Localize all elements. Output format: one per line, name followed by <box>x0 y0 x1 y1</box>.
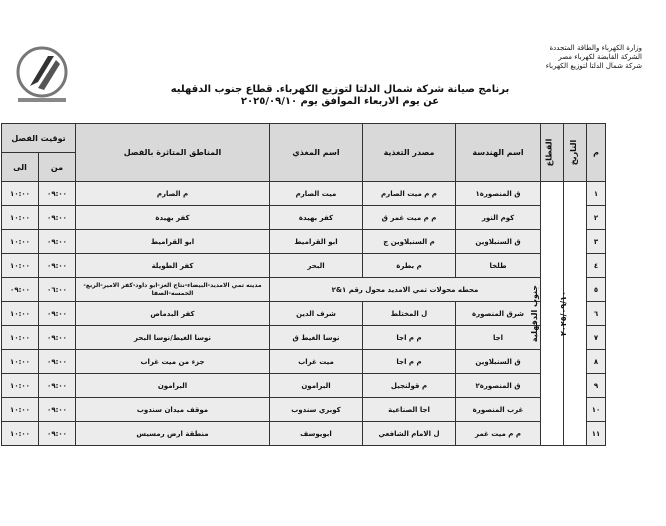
row-engineering: شرق المنصورة <box>456 302 541 326</box>
row-areas: مدينه تمي الامديد-البيضاء-نتاج الغز-ابو داود-كفر الامير-الربع-الخمسه-الصفا <box>76 278 270 302</box>
row-engineering: اجا <box>456 326 541 350</box>
row-areas: كفر البدماص <box>76 302 270 326</box>
row-areas: جزء من ميت غراب <box>76 350 270 374</box>
row-to: ١٠:٠٠ <box>2 230 39 254</box>
row-num: ٧ <box>587 326 606 350</box>
row-feeder: ابو القراميط <box>270 230 363 254</box>
row-engineering: غرب المنصورة <box>456 398 541 422</box>
col-areas-header: المناطق المتاثرة بالفصل <box>76 124 270 182</box>
row-source: ل المختلط <box>363 302 456 326</box>
table-row <box>2 398 606 422</box>
page-subtitle: عن يوم الاربعاء الموافق يوم ٢٠٢٥/٠٩/١٠ <box>240 96 440 107</box>
row-num: ٣ <box>587 230 606 254</box>
maintenance-table <box>1 123 606 446</box>
row-source: م م ميت الصارم <box>363 182 456 206</box>
ministry-line-1: وزارة الكهرباء والطاقة المتجددة <box>549 44 642 52</box>
merged-date: ٢٠٢٥/٠٩/١٠ <box>564 182 587 446</box>
row-from: ٠٩:٠٠ <box>39 254 76 278</box>
col-source-header: مصدر التغذية <box>363 124 456 182</box>
row-to: ٠٩:٠٠ <box>2 278 39 302</box>
row-areas: م الصارم <box>76 182 270 206</box>
table-row <box>2 302 606 326</box>
row-feeder: نوسا الغيط ق <box>270 326 363 350</box>
row-num: ٨ <box>587 350 606 374</box>
row-areas: كفر الطويلة <box>76 254 270 278</box>
table-row <box>2 230 606 254</box>
col-feeder-header: اسم المغذي <box>270 124 363 182</box>
col-to-header: الى <box>2 153 39 182</box>
table-row <box>2 374 606 398</box>
row-num: ١٠ <box>587 398 606 422</box>
row-feeder: شرف الدين <box>270 302 363 326</box>
row-from: ٠٩:٠٠ <box>39 230 76 254</box>
ministry-line-3: شركة شمال الدلتا لتوزيع الكهرباء <box>545 62 642 70</box>
col-timing-header: توقيت الفصل <box>2 124 76 153</box>
col-engineering-header: اسم الهندسة <box>456 124 541 182</box>
row-feeder: ابويوسف <box>270 422 363 446</box>
row-source: م م اجا <box>363 326 456 350</box>
row-from: ٠٩:٠٠ <box>39 326 76 350</box>
row-feeder: البرامون <box>270 374 363 398</box>
row-num: ٢ <box>587 206 606 230</box>
row-num: ٤ <box>587 254 606 278</box>
row-source: اجا الصناعية <box>363 398 456 422</box>
row-feeder: البحر <box>270 254 363 278</box>
merged-sector: جنوب الدقهلية <box>541 182 564 446</box>
row-source: م م ميت غمر ق <box>363 206 456 230</box>
company-logo-icon <box>8 42 76 108</box>
row-to: ١٠:٠٠ <box>2 182 39 206</box>
row-to: ١٠:٠٠ <box>2 398 39 422</box>
row-feeder: كفر بهيدة <box>270 206 363 230</box>
row-engineering: ق المنصورة٢ <box>456 374 541 398</box>
row-num: ١١ <box>587 422 606 446</box>
row-source: م قولنجيل <box>363 374 456 398</box>
row-source: م السنبلاوين ج <box>363 230 456 254</box>
row-source: ل الامام الشافعي <box>363 422 456 446</box>
row-from: ٠٦:٠٠ <box>39 278 76 302</box>
row-num: ٥ <box>587 278 606 302</box>
table-row <box>2 254 606 278</box>
row-from: ٠٩:٠٠ <box>39 182 76 206</box>
row-from: ٠٩:٠٠ <box>39 374 76 398</box>
row-areas: ابو القراميط <box>76 230 270 254</box>
row-source: م بطرة <box>363 254 456 278</box>
row-source: م م اجا <box>363 350 456 374</box>
row-engineering: ق السنبلاوين <box>456 350 541 374</box>
col-sector-header: القطاع <box>541 124 564 182</box>
table-row <box>2 182 606 206</box>
row-areas: كفر بهيدة <box>76 206 270 230</box>
row-from: ٠٩:٠٠ <box>39 350 76 374</box>
row-feeder: كوبري سندوب <box>270 398 363 422</box>
table-row <box>2 422 606 446</box>
row-from: ٠٩:٠٠ <box>39 206 76 230</box>
row-to: ١٠:٠٠ <box>2 326 39 350</box>
row-engineering: ق المنصورة١ <box>456 182 541 206</box>
row-engineering: كوم النور <box>456 206 541 230</box>
row-areas: موقف ميدان سندوب <box>76 398 270 422</box>
row-to: ١٠:٠٠ <box>2 374 39 398</box>
row-to: ١٠:٠٠ <box>2 422 39 446</box>
col-from-header: من <box>39 153 76 182</box>
row-to: ١٠:٠٠ <box>2 206 39 230</box>
row-areas: نوسا الغيط/نوسا البحر <box>76 326 270 350</box>
row-num: ٦ <box>587 302 606 326</box>
row-num: ٩ <box>587 374 606 398</box>
row-to: ١٠:٠٠ <box>2 350 39 374</box>
col-date-header: التاريخ <box>564 124 587 182</box>
page-title: برنامج صيانة شركة شمال الدلتا لتوزيع الكهرباء. قطاع جنوب الدقهليه <box>170 84 510 95</box>
table-row <box>2 206 606 230</box>
table-row <box>2 278 606 302</box>
row-feeder: ميت غراب <box>270 350 363 374</box>
col-num-header: م <box>587 124 606 182</box>
row-special-station: محطه محولات تمي الامديد محول رقم ١&٢ <box>270 278 541 302</box>
row-from: ٠٩:٠٠ <box>39 302 76 326</box>
row-from: ٠٩:٠٠ <box>39 422 76 446</box>
row-from: ٠٩:٠٠ <box>39 398 76 422</box>
ministry-line-2: الشركة القابضة لكهرباء مصر <box>558 53 642 61</box>
row-areas: البرامون <box>76 374 270 398</box>
table-row <box>2 326 606 350</box>
row-areas: منطقة ارض رمسيس <box>76 422 270 446</box>
row-engineering: م م ميت غمر <box>456 422 541 446</box>
row-engineering: طلخا <box>456 254 541 278</box>
row-feeder: ميت الصارم <box>270 182 363 206</box>
table-row <box>2 350 606 374</box>
row-to: ١٠:٠٠ <box>2 302 39 326</box>
ministry-header <box>452 44 642 71</box>
row-engineering: ق السنبلاوين <box>456 230 541 254</box>
row-to: ١٠:٠٠ <box>2 254 39 278</box>
row-num: ١ <box>587 182 606 206</box>
